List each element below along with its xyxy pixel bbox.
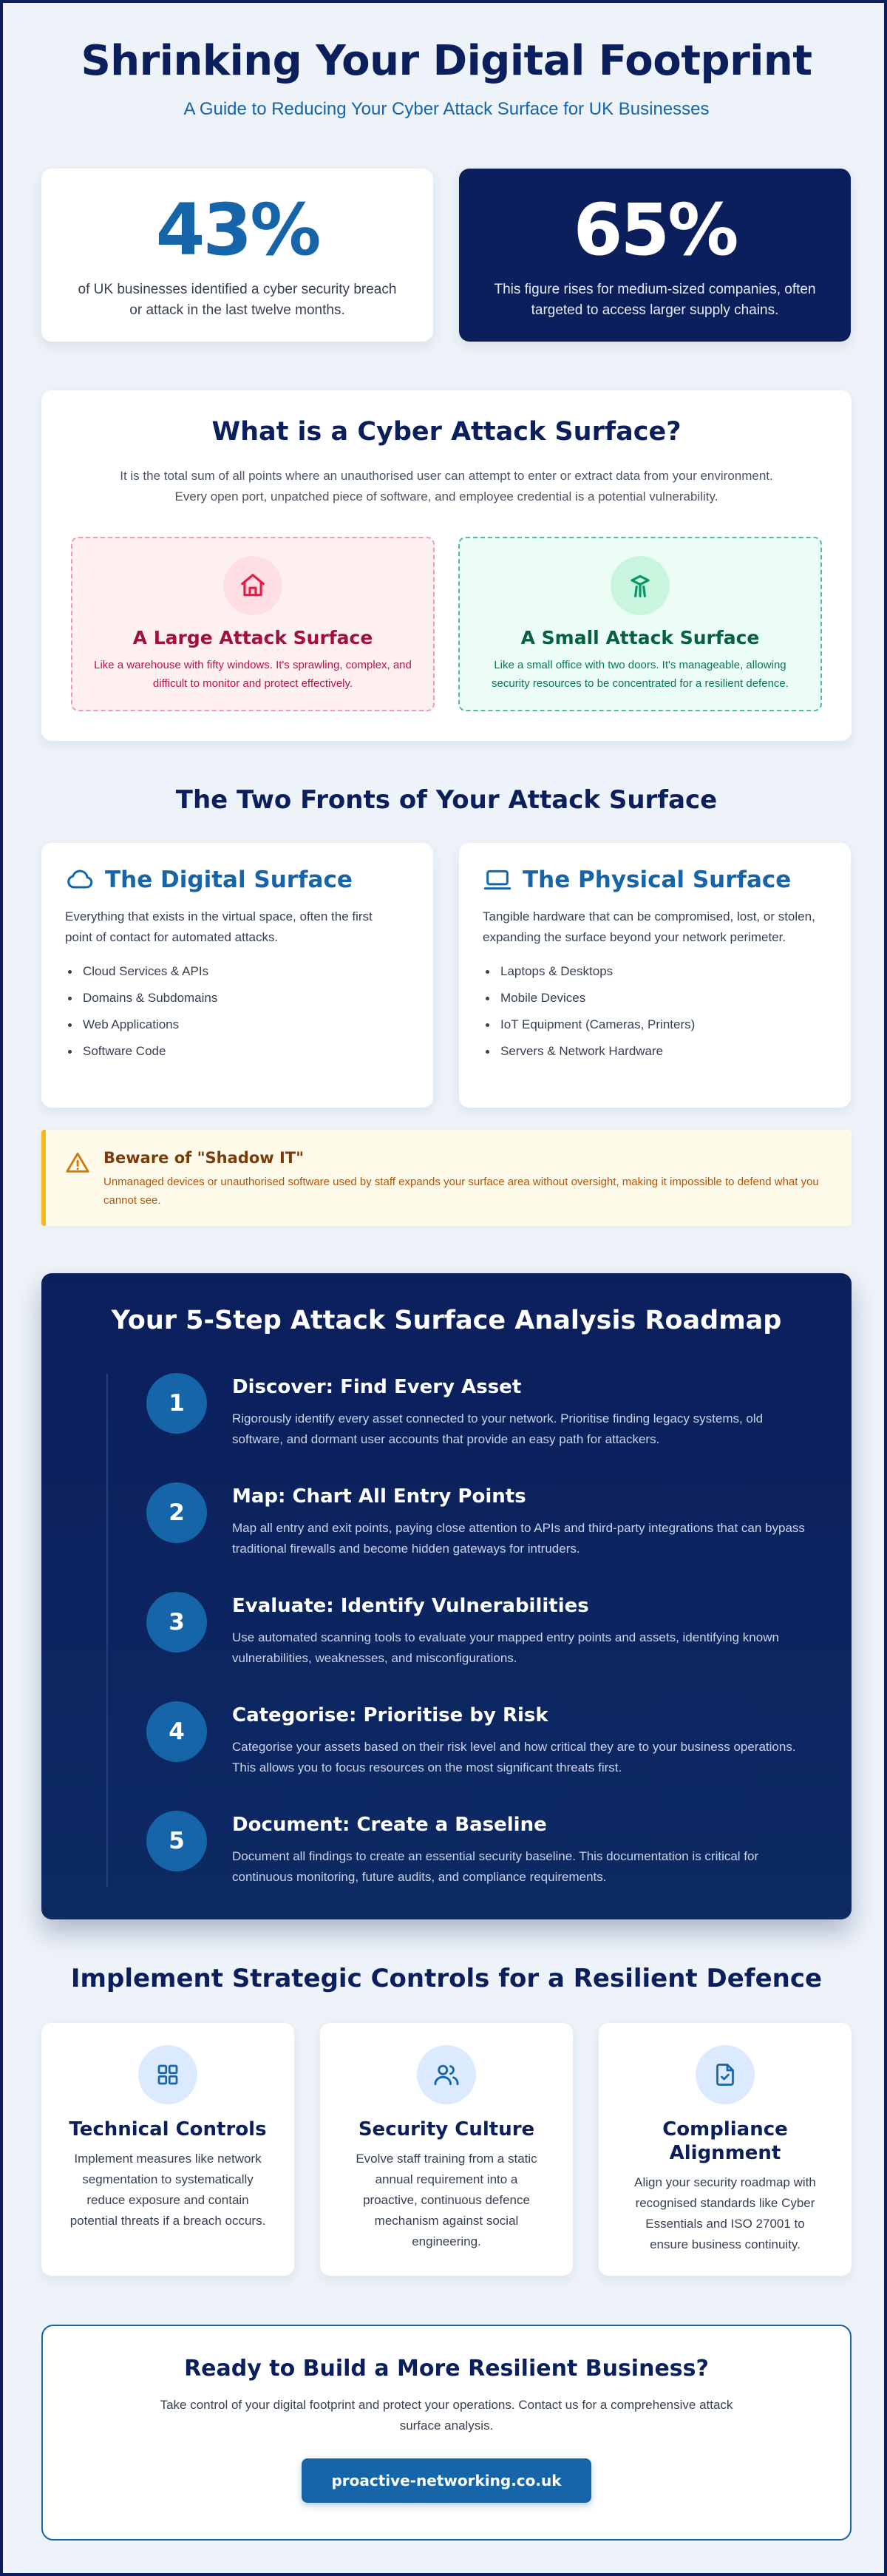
laptop-icon [483, 865, 512, 895]
control-text: Align your security roadmap with recognised standards like Cyber Essentials and ISO 27001 to ensure business continuity. [634, 2175, 816, 2251]
digital-surface-text: Everything that exists in the virtual space, often the first point of contact for automated attacks. [65, 909, 373, 944]
step-title: Categorise: Prioritise by Risk [232, 1704, 548, 1726]
step-number: 4 [146, 1701, 207, 1762]
section-description: It is the total sum of all points where an unauthorised user can attempt to enter or extract data from your environment. Every open port, unpatched piece of software, and employee credential is a potential vulnerability. [120, 469, 773, 504]
users-icon [417, 2045, 476, 2104]
step-number: 1 [146, 1373, 207, 1434]
control-title: Compliance Alignment [662, 2118, 788, 2164]
step-title: Map: Chart All Entry Points [232, 1485, 526, 1508]
small-surface-text: Like a small office with two doors. It's manageable, allowing security resources to be concentrated for a resilient defence. [492, 659, 789, 690]
antenna-icon [611, 556, 670, 615]
step-number: 2 [146, 1482, 207, 1543]
page-title: Shrinking Your Digital Footprint [81, 37, 812, 85]
large-surface-title: A Large Attack Surface [132, 627, 373, 648]
stat-card-medium-companies [459, 169, 851, 342]
control-text: Evolve staff training from a static annual requirement into a proactive, continuous defence mechanism against social engineering. [356, 2152, 537, 2248]
digital-surface-title: The Digital Surface [105, 867, 353, 893]
step-text: Categorise your assets based on their risk level and how critical they are to your business operations. This allows you to focus resources on the most significant threats first. [232, 1740, 796, 1775]
section-title: Implement Strategic Controls for a Resilient Defence [70, 1964, 823, 1993]
home-icon [223, 556, 282, 615]
grid-icon [138, 2045, 197, 2104]
physical-surface-card [459, 843, 851, 1108]
small-surface-box [458, 537, 822, 711]
stat-card-uk-businesses [41, 169, 433, 342]
warning-title: Beware of "Shadow IT" [103, 1149, 305, 1167]
step-number: 5 [146, 1811, 207, 1871]
step-text: Map all entry and exit points, paying close attention to APIs and third-party integrations that can bypass traditional firewalls and become hidden gateways for intruders. [232, 1521, 805, 1556]
list-item: Mobile Devices [483, 985, 827, 1011]
list-item: Cloud Services & APIs [65, 958, 409, 985]
section-title: The Two Fronts of Your Attack Surface [175, 785, 718, 815]
stat-text: of UK businesses identified a cyber security breach or attack in the last twelve months. [78, 282, 397, 318]
warning-icon [65, 1150, 90, 1176]
stat-value: 65% [573, 189, 737, 271]
stat-text: This figure rises for medium-sized companies, often targeted to access larger supply chains. [494, 282, 816, 318]
cta-text: Take control of your digital footprint and protect your operations. Contact us for a comprehensive attack surface analysis. [160, 2398, 733, 2433]
step-title: Discover: Find Every Asset [232, 1376, 522, 1398]
security-culture-card [320, 2023, 573, 2276]
stat-value: 43% [155, 189, 319, 271]
roadmap-section [41, 1273, 852, 1919]
website-link-button[interactable]: proactive-networking.co.uk [302, 2458, 591, 2503]
technical-controls-card [41, 2023, 294, 2276]
warning-text: Unmanaged devices or unauthorised software used by staff expands your surface area without oversight, making it impossible to defend what you cannot see. [103, 1176, 819, 1207]
file-check-icon [696, 2045, 755, 2104]
step-number: 3 [146, 1592, 207, 1653]
list-item: Laptops & Desktops [483, 958, 827, 985]
digital-surface-list [65, 958, 409, 1065]
list-item: Web Applications [65, 1011, 409, 1038]
digital-surface-card [41, 843, 433, 1108]
list-item: Servers & Network Hardware [483, 1038, 827, 1065]
page-subtitle: A Guide to Reducing Your Cyber Attack Surface for UK Businesses [183, 99, 710, 119]
section-title: What is a Cyber Attack Surface? [211, 417, 682, 447]
large-surface-text: Like a warehouse with fifty windows. It's sprawling, complex, and difficult to monitor and protect effectively. [94, 659, 412, 690]
cloud-icon [65, 865, 95, 895]
step-title: Document: Create a Baseline [232, 1814, 547, 1836]
step-title: Evaluate: Identify Vulnerabilities [232, 1595, 589, 1617]
physical-surface-text: Tangible hardware that can be compromised, lost, or stolen, expanding the surface beyond your network perimeter. [483, 909, 815, 944]
what-is-section [41, 390, 852, 741]
control-title: Technical Controls [69, 2118, 267, 2141]
step-text: Document all findings to create an essential security baseline. This documentation is critical for continuous monitoring, future audits, and compliance requirements. [232, 1849, 759, 1884]
compliance-alignment-card [599, 2023, 852, 2276]
control-title: Security Culture [358, 2118, 535, 2141]
control-text: Implement measures like network segmentation to systematically reduce exposure and contain potential threats if a breach occurs. [69, 2152, 266, 2228]
physical-surface-list [483, 958, 827, 1065]
list-item: Domains & Subdomains [65, 985, 409, 1011]
roadmap-title: Your 5-Step Attack Surface Analysis Roadmap [111, 1306, 782, 1335]
list-item: IoT Equipment (Cameras, Printers) [483, 1011, 827, 1038]
small-surface-title: A Small Attack Surface [520, 627, 760, 648]
timeline-line [106, 1374, 108, 1887]
large-surface-box [71, 537, 435, 711]
step-text: Rigorously identify every asset connected to your network. Prioritise finding legacy systems, old software, and dormant user accounts that provide an easy path for attackers. [232, 1411, 764, 1446]
step-text: Use automated scanning tools to evaluate your mapped entry points and assets, identifying known vulnerabilities, weaknesses, and misconfigurations. [232, 1630, 779, 1665]
list-item: Software Code [65, 1038, 409, 1065]
physical-surface-title: The Physical Surface [523, 867, 792, 893]
call-to-action [41, 2325, 852, 2541]
cta-title: Ready to Build a More Resilient Business? [184, 2356, 709, 2382]
shadow-it-warning [41, 1130, 852, 1226]
